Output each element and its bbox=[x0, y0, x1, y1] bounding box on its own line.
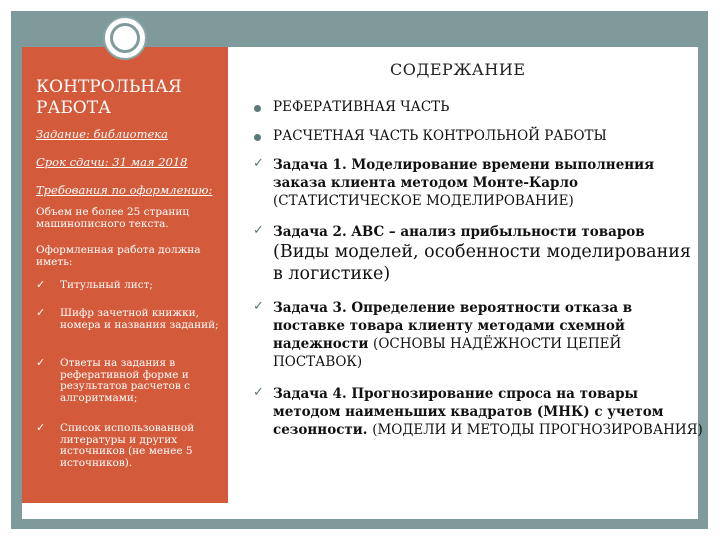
checkmark-icon: ✓ bbox=[36, 356, 46, 369]
checklist-item: Ответы на задания в реферативной форме и результатов расчетов с алгоритмами; bbox=[60, 357, 190, 404]
checkmark-icon: ✓ bbox=[253, 299, 264, 314]
ring-logo-icon bbox=[103, 16, 147, 60]
section-heading: РАСЧЕТНАЯ ЧАСТЬ КОНТРОЛЬНОЙ РАБОТЫ bbox=[273, 128, 607, 144]
checkmark-icon: ✓ bbox=[36, 278, 46, 291]
task-title: Задача 1. Моделирование времени выполнения заказа клиента методом Монте-Карло bbox=[273, 157, 655, 191]
checklist-item: Список использованной литературы и других источников (не менее 5 источников). bbox=[60, 422, 195, 469]
finished-label: Оформленная работа должна иметь: bbox=[36, 244, 201, 268]
section-heading: РЕФЕРАТИВНАЯ ЧАСТЬ bbox=[273, 99, 450, 115]
task-topic: (СТАТИСТИЧЕСКОЕ МОДЕЛИРОВАНИЕ) bbox=[273, 193, 574, 209]
content-title: СОДЕРЖАНИЕ bbox=[390, 60, 526, 79]
task-title: Задача 4. Прогнозирование спроса на товары методом наименьших квадратов (МНК) с учетом сезонности. bbox=[273, 386, 664, 438]
checklist-item: Шифр зачетной книжки, номера и названия заданий; bbox=[60, 307, 219, 331]
volume-text: Объем не более 25 страниц машинописного текста. bbox=[36, 206, 190, 230]
sidebar-title: КОНТРОЛЬНАЯ РАБОТА bbox=[36, 77, 182, 118]
checkmark-icon: ✓ bbox=[36, 421, 46, 434]
task-item bbox=[273, 385, 703, 439]
bottom-strip bbox=[22, 503, 698, 519]
bullet-dot-icon bbox=[254, 105, 261, 112]
task-item bbox=[273, 156, 703, 210]
ring-inner bbox=[110, 23, 140, 53]
task-topic: (МОДЕЛИ И МЕТОДЫ ПРОГНОЗИРОВАНИЯ) bbox=[372, 422, 703, 438]
checkmark-icon: ✓ bbox=[253, 156, 264, 171]
task-item bbox=[273, 299, 703, 371]
task-topic: (Виды моделей, особенности моделирования в логистике) bbox=[273, 242, 691, 284]
bullet-dot-icon bbox=[254, 134, 261, 141]
checklist-item: Титульный лист; bbox=[60, 279, 153, 291]
checkmark-icon: ✓ bbox=[253, 385, 264, 400]
requirements-heading: Требования по оформлению: bbox=[36, 183, 213, 197]
deadline-label: Срок сдачи: 31 мая 2018 bbox=[36, 155, 188, 169]
checkmark-icon: ✓ bbox=[36, 306, 46, 319]
task-title: Задача 3. Определение вероятности отказа в поставке товара клиенту методами схемной надежности bbox=[273, 300, 633, 352]
task-title: Задача 2. ABC – анализ прибыльности товаров bbox=[273, 224, 645, 240]
assignment-label: Задание: библиотека bbox=[36, 127, 169, 141]
checkmark-icon: ✓ bbox=[253, 223, 264, 238]
task-topic: (ОСНОВЫ НАДЁЖНОСТИ ЦЕПЕЙ ПОСТАВОК) bbox=[273, 336, 622, 370]
task-item bbox=[273, 223, 703, 285]
